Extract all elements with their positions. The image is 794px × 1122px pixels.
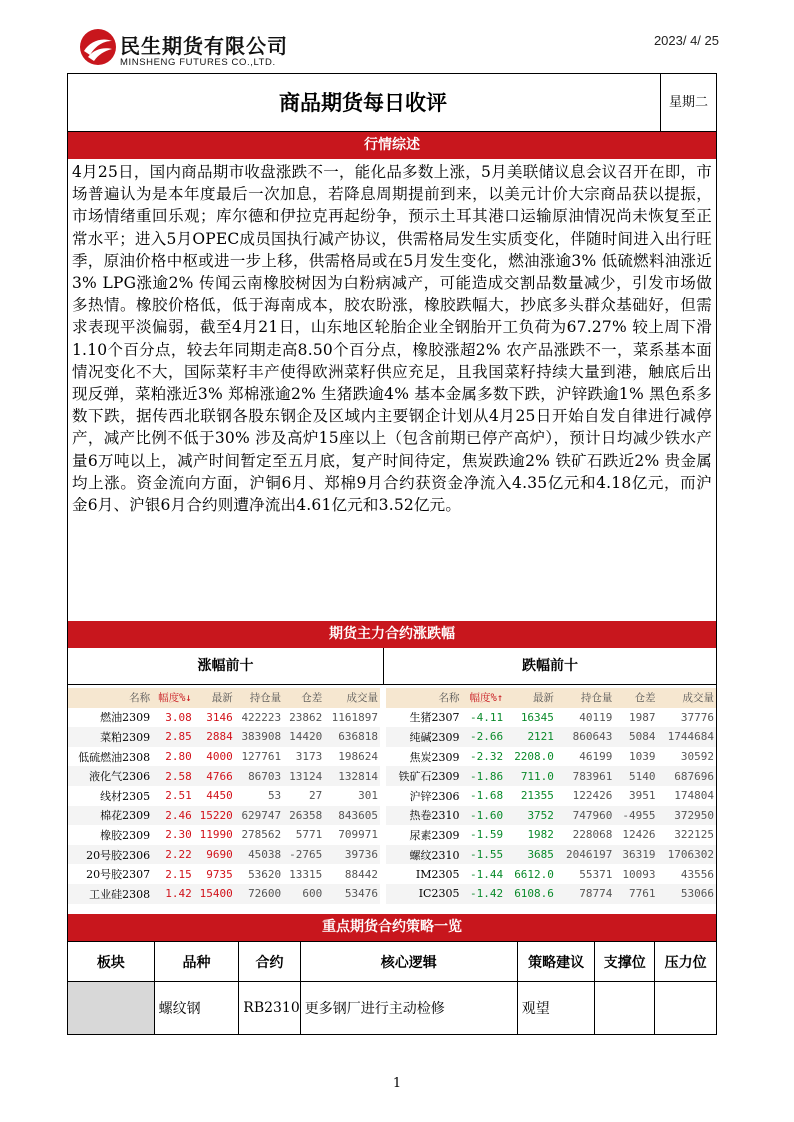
cell-oi-change: 27 — [309, 789, 323, 803]
col-open-interest[interactable]: 持仓量 — [556, 688, 614, 708]
cell-open-interest: 860643 — [556, 727, 614, 747]
cell-change: 1.42 — [152, 884, 194, 904]
cell-last: 21355 — [520, 789, 554, 803]
weekday: 星期二 — [668, 95, 708, 110]
cell-change: -4.11 — [470, 710, 504, 724]
company-name-en: MINSHENG FUTURES CO.,LTD. — [120, 57, 276, 68]
top-losers-table — [386, 688, 716, 904]
cell-open-interest: 422223 — [241, 710, 282, 724]
table-row[interactable] — [386, 727, 716, 747]
cell-volume: 709971 — [338, 828, 378, 842]
cell-last: 4766 — [194, 766, 235, 786]
cell-name: 橡胶2309 — [100, 828, 151, 842]
cell-change: 2.30 — [165, 828, 192, 842]
cell-open-interest: 383908 — [235, 727, 283, 747]
col-oi-change[interactable]: 仓差 — [614, 688, 657, 708]
cell-last: 15400 — [194, 884, 235, 904]
cell-volume: 37776 — [680, 710, 714, 724]
cell-volume: 174804 — [674, 789, 714, 803]
cell-oi-change: 600 — [283, 884, 324, 904]
strategy-header-row — [68, 942, 717, 982]
cell-oi-change: 1039 — [628, 750, 656, 764]
cell-oi-change: 13315 — [289, 867, 323, 881]
table-row[interactable] — [68, 747, 380, 767]
table-row[interactable] — [386, 845, 716, 865]
cell-last: 3146 — [206, 710, 233, 724]
cell-open-interest: 40119 — [579, 710, 613, 724]
cell-volume: 1161897 — [331, 710, 378, 724]
strategy-table — [67, 941, 717, 1035]
cell-volume: 53476 — [324, 884, 380, 904]
cell-open-interest: 72600 — [235, 884, 283, 904]
cell-oi-change: -2765 — [283, 845, 324, 865]
cell-name: 菜粕2309 — [68, 727, 152, 747]
table-row[interactable] — [68, 708, 380, 728]
cell-oi-change: 14420 — [283, 727, 324, 747]
rankings-header-line — [68, 684, 716, 685]
table-row[interactable] — [68, 806, 380, 826]
cell-change: -1.59 — [470, 828, 504, 842]
cell-oi-change: 3173 — [295, 750, 323, 764]
table-row[interactable] — [386, 766, 716, 786]
cell-change: 2.46 — [152, 806, 194, 826]
table-row — [68, 982, 717, 1035]
cell-change: -1.44 — [470, 867, 504, 881]
cell-last: 9735 — [206, 867, 233, 881]
cell-oi-change: 1987 — [628, 710, 656, 724]
cell-volume: 636818 — [324, 727, 380, 747]
col-name[interactable]: 名称 — [386, 688, 461, 708]
cell-name: 沪锌2306 — [409, 789, 460, 803]
cell-change: 2.15 — [165, 867, 192, 881]
cell-contract: RB2310 — [239, 982, 300, 1035]
col-core-logic: 核心逻辑 — [300, 942, 517, 982]
cell-change: 2.80 — [165, 750, 192, 764]
col-volume[interactable]: 成交量 — [324, 688, 380, 708]
table-row[interactable] — [386, 708, 716, 728]
cell-open-interest: 127761 — [241, 750, 282, 764]
cell-oi-change: 12426 — [622, 828, 656, 842]
col-variety: 品种 — [154, 942, 239, 982]
minsheng-logo-icon — [78, 27, 118, 67]
cell-oi-change: -4955 — [614, 806, 657, 826]
cell-last: 4450 — [206, 789, 233, 803]
cell-change: -1.60 — [461, 806, 505, 826]
table-row[interactable] — [68, 786, 380, 806]
col-strategy: 策略建议 — [517, 942, 595, 982]
cell-last: 4000 — [206, 750, 233, 764]
cell-volume: 39736 — [324, 845, 380, 865]
cell-strategy: 观望 — [517, 982, 595, 1035]
col-resistance: 压力位 — [655, 942, 717, 982]
cell-last: 2121 — [505, 727, 556, 747]
cell-volume: 132814 — [324, 766, 380, 786]
cell-oi-change: 5140 — [614, 766, 657, 786]
cell-change: -1.55 — [461, 845, 505, 865]
cell-volume: 198624 — [338, 750, 378, 764]
cell-volume: 322125 — [674, 828, 714, 842]
cell-open-interest: 2046197 — [556, 845, 614, 865]
cell-change: 2.22 — [152, 845, 194, 865]
table-row[interactable] — [386, 806, 716, 826]
cell-variety: 螺纹钢 — [154, 982, 239, 1035]
cell-last: 6612.0 — [514, 867, 554, 881]
table-row[interactable] — [386, 825, 716, 845]
cell-name: 尿素2309 — [409, 828, 460, 842]
cell-open-interest: 629747 — [235, 806, 283, 826]
top-gainers-title: 涨幅前十 — [197, 658, 254, 674]
col-name[interactable]: 名称 — [68, 688, 152, 708]
cell-name: 棉花2309 — [68, 806, 152, 826]
cell-open-interest: 45038 — [235, 845, 283, 865]
cell-volume: 843605 — [324, 806, 380, 826]
table-row[interactable] — [386, 786, 716, 806]
cell-name: 焦炭2309 — [409, 750, 460, 764]
col-open-interest[interactable]: 持仓量 — [235, 688, 283, 708]
section-header-overview: 行情综述 — [67, 132, 717, 159]
cell-core-logic: 更多钢厂进行主动检修 — [300, 982, 517, 1035]
cell-change: 3.08 — [165, 710, 192, 724]
cell-oi-change: 13124 — [283, 766, 324, 786]
cell-name: 线材2305 — [100, 789, 151, 803]
cell-last: 6108.6 — [505, 884, 556, 904]
cell-last: 2884 — [194, 727, 235, 747]
cell-change: -2.66 — [461, 727, 505, 747]
col-volume[interactable]: 成交量 — [657, 688, 716, 708]
cell-open-interest: 46199 — [579, 750, 613, 764]
report-title: 商品期货每日收评 — [279, 90, 447, 115]
table-row[interactable] — [68, 864, 380, 884]
cell-change: -1.86 — [461, 766, 505, 786]
cell-volume: 301 — [358, 789, 378, 803]
col-contract: 合约 — [239, 942, 300, 982]
table-row[interactable] — [68, 884, 380, 904]
company-name-cn: 民生期货有限公司 — [120, 34, 288, 58]
rankings-box — [67, 648, 717, 914]
cell-last: 3752 — [505, 806, 556, 826]
cell-last: 16345 — [520, 710, 554, 724]
table-row[interactable] — [386, 864, 716, 884]
overview-box — [67, 159, 717, 621]
report-date: 2023/ 4/ 25 — [653, 33, 719, 48]
cell-resistance — [655, 982, 717, 1035]
col-last[interactable]: 最新 — [505, 688, 556, 708]
title-box — [67, 73, 717, 132]
cell-change: -1.68 — [470, 789, 504, 803]
cell-volume: 1744684 — [657, 727, 716, 747]
cell-name: 生猪2307 — [409, 711, 460, 725]
cell-sector — [68, 982, 155, 1035]
table-header-row — [68, 688, 380, 708]
cell-volume: 88442 — [344, 867, 378, 881]
col-change[interactable]: 幅度%↑ — [461, 688, 505, 708]
cell-name: 低硫燃油2308 — [78, 750, 151, 764]
cell-volume: 43556 — [680, 867, 714, 881]
cell-open-interest: 53 — [267, 789, 282, 803]
cell-last: 9690 — [194, 845, 235, 865]
cell-open-interest: 783961 — [556, 766, 614, 786]
cell-change: -1.42 — [461, 884, 505, 904]
cell-name: 液化气2306 — [68, 766, 152, 786]
col-oi-change[interactable]: 仓差 — [283, 688, 324, 708]
cell-name: 20号胶2307 — [86, 868, 151, 882]
col-support: 支撑位 — [595, 942, 655, 982]
table-row[interactable] — [386, 884, 716, 904]
cell-open-interest: 53620 — [248, 867, 282, 881]
cell-oi-change: 10093 — [622, 867, 656, 881]
overview-text: 4月25日，国内商品期市收盘涨跌不一，能化品多数上涨，5月美联储议息会议召开在即，市场普遍认为是本年度最后一次加息，若降息周期提前到来，以美元计价大宗商品获以提振，市场情绪重回乐观；库尔德和伊拉克再起纷争，预示土耳其港口运输原油情况尚未恢复至正常水平；进入5月OPEC成员国执行减产协议，供需格局发生实质变化，伴随时间进入出行旺季，原油价格中枢或进一步上移，供需格局或在5月发生变化，燃油涨逾3% 低硫燃料油涨近3% LPG涨逾2% 传闻云南橡胶树因为白粉病减产，可能造成交割品数量减少，引发市场做多热情。橡胶价格低，低于海南成本，胶农盼涨，橡胶跌幅大，抄底多头群众基础好，但需求表现平淡偏弱，截至4月21日，山东地区轮胎企业全钢胎开工负荷为67.27% 较上周下滑1.10个百分点，较去年同期走高8.50个百分点，橡胶涨超2% 农产品涨跌不一，菜系基本面情况变化不大，国际菜籽丰产使得欧洲菜籽供应充足，且我国菜籽持续大量到港，触底后出现反弹，菜粕涨近3% 郑棉涨逾2% 生猪跌逾4% 基本金属多数下跌，沪锌跌逾1% 黑色系多数下跌，据传西北联钢各股东钢企及区域内主要钢企计划从4月25日开始自发自律进行减停产，减产比例不低于30% 涉及高炉15座以上（包含前期已停产高炉），预计日均减少铁水产量6万吨以上，减产时间暂定至五月底，复产时间待定，焦炭跌逾2% 铁矿石跌近2% 贵金属均上涨。资金流向方面，沪铜6月、郑棉9月合约获资金净流入4.35亿元和4.18亿元，而沪金6月、沪银6月合约则遭净流出4.61亿元和3.52亿元。 — [72, 163, 712, 515]
col-last[interactable]: 最新 — [194, 688, 235, 708]
cell-last: 1982 — [527, 828, 554, 842]
cell-volume: 1706302 — [657, 845, 716, 865]
cell-name: 20号胶2306 — [68, 845, 152, 865]
table-row[interactable] — [386, 747, 716, 767]
cell-last: 711.0 — [505, 766, 556, 786]
cell-change: 2.85 — [152, 727, 194, 747]
cell-support — [595, 982, 655, 1035]
section-header-rankings: 期货主力合约涨跌幅 — [67, 621, 717, 648]
cell-open-interest: 278562 — [241, 828, 282, 842]
cell-last: 11990 — [199, 828, 233, 842]
cell-oi-change: 23862 — [289, 710, 323, 724]
cell-last: 2208.0 — [514, 750, 554, 764]
cell-name: IM2305 — [415, 867, 460, 881]
cell-open-interest: 86703 — [235, 766, 283, 786]
cell-name: 铁矿石2309 — [386, 766, 461, 786]
cell-change: 2.51 — [165, 789, 192, 803]
top-losers-title: 跌幅前十 — [522, 658, 578, 674]
cell-last: 3685 — [505, 845, 556, 865]
top-gainers-table — [68, 688, 380, 904]
table-row[interactable] — [68, 825, 380, 845]
cell-oi-change: 26358 — [283, 806, 324, 826]
cell-last: 15220 — [194, 806, 235, 826]
cell-name: 纯碱2309 — [386, 727, 461, 747]
cell-open-interest: 78774 — [556, 884, 614, 904]
cell-volume: 30592 — [680, 750, 714, 764]
cell-volume: 687696 — [657, 766, 716, 786]
section-header-strategy: 重点期货合约策略一览 — [67, 914, 717, 941]
company-logo — [78, 27, 328, 73]
cell-open-interest: 747960 — [556, 806, 614, 826]
cell-oi-change: 3951 — [628, 789, 656, 803]
table-row[interactable] — [68, 727, 380, 747]
cell-name: 燃油2309 — [100, 711, 151, 725]
cell-volume: 372950 — [657, 806, 716, 826]
table-header-row — [386, 688, 716, 708]
cell-oi-change: 5771 — [295, 828, 323, 842]
cell-change: -2.32 — [470, 750, 504, 764]
cell-oi-change: 5084 — [614, 727, 657, 747]
cell-change: 2.58 — [152, 766, 194, 786]
col-sector: 板块 — [68, 942, 155, 982]
cell-open-interest: 55371 — [579, 867, 613, 881]
cell-open-interest: 228068 — [572, 828, 613, 842]
cell-name: 热卷2310 — [386, 806, 461, 826]
cell-open-interest: 122426 — [572, 789, 613, 803]
table-row[interactable] — [68, 845, 380, 865]
cell-name: IC2305 — [386, 884, 461, 904]
cell-name: 工业硅2308 — [68, 884, 152, 904]
col-change[interactable]: 幅度%↓ — [152, 688, 194, 708]
cell-oi-change: 7761 — [614, 884, 657, 904]
table-row[interactable] — [68, 766, 380, 786]
cell-oi-change: 36319 — [614, 845, 657, 865]
cell-name: 螺纹2310 — [386, 845, 461, 865]
page-number: 1 — [392, 1076, 402, 1091]
cell-volume: 53066 — [657, 884, 716, 904]
